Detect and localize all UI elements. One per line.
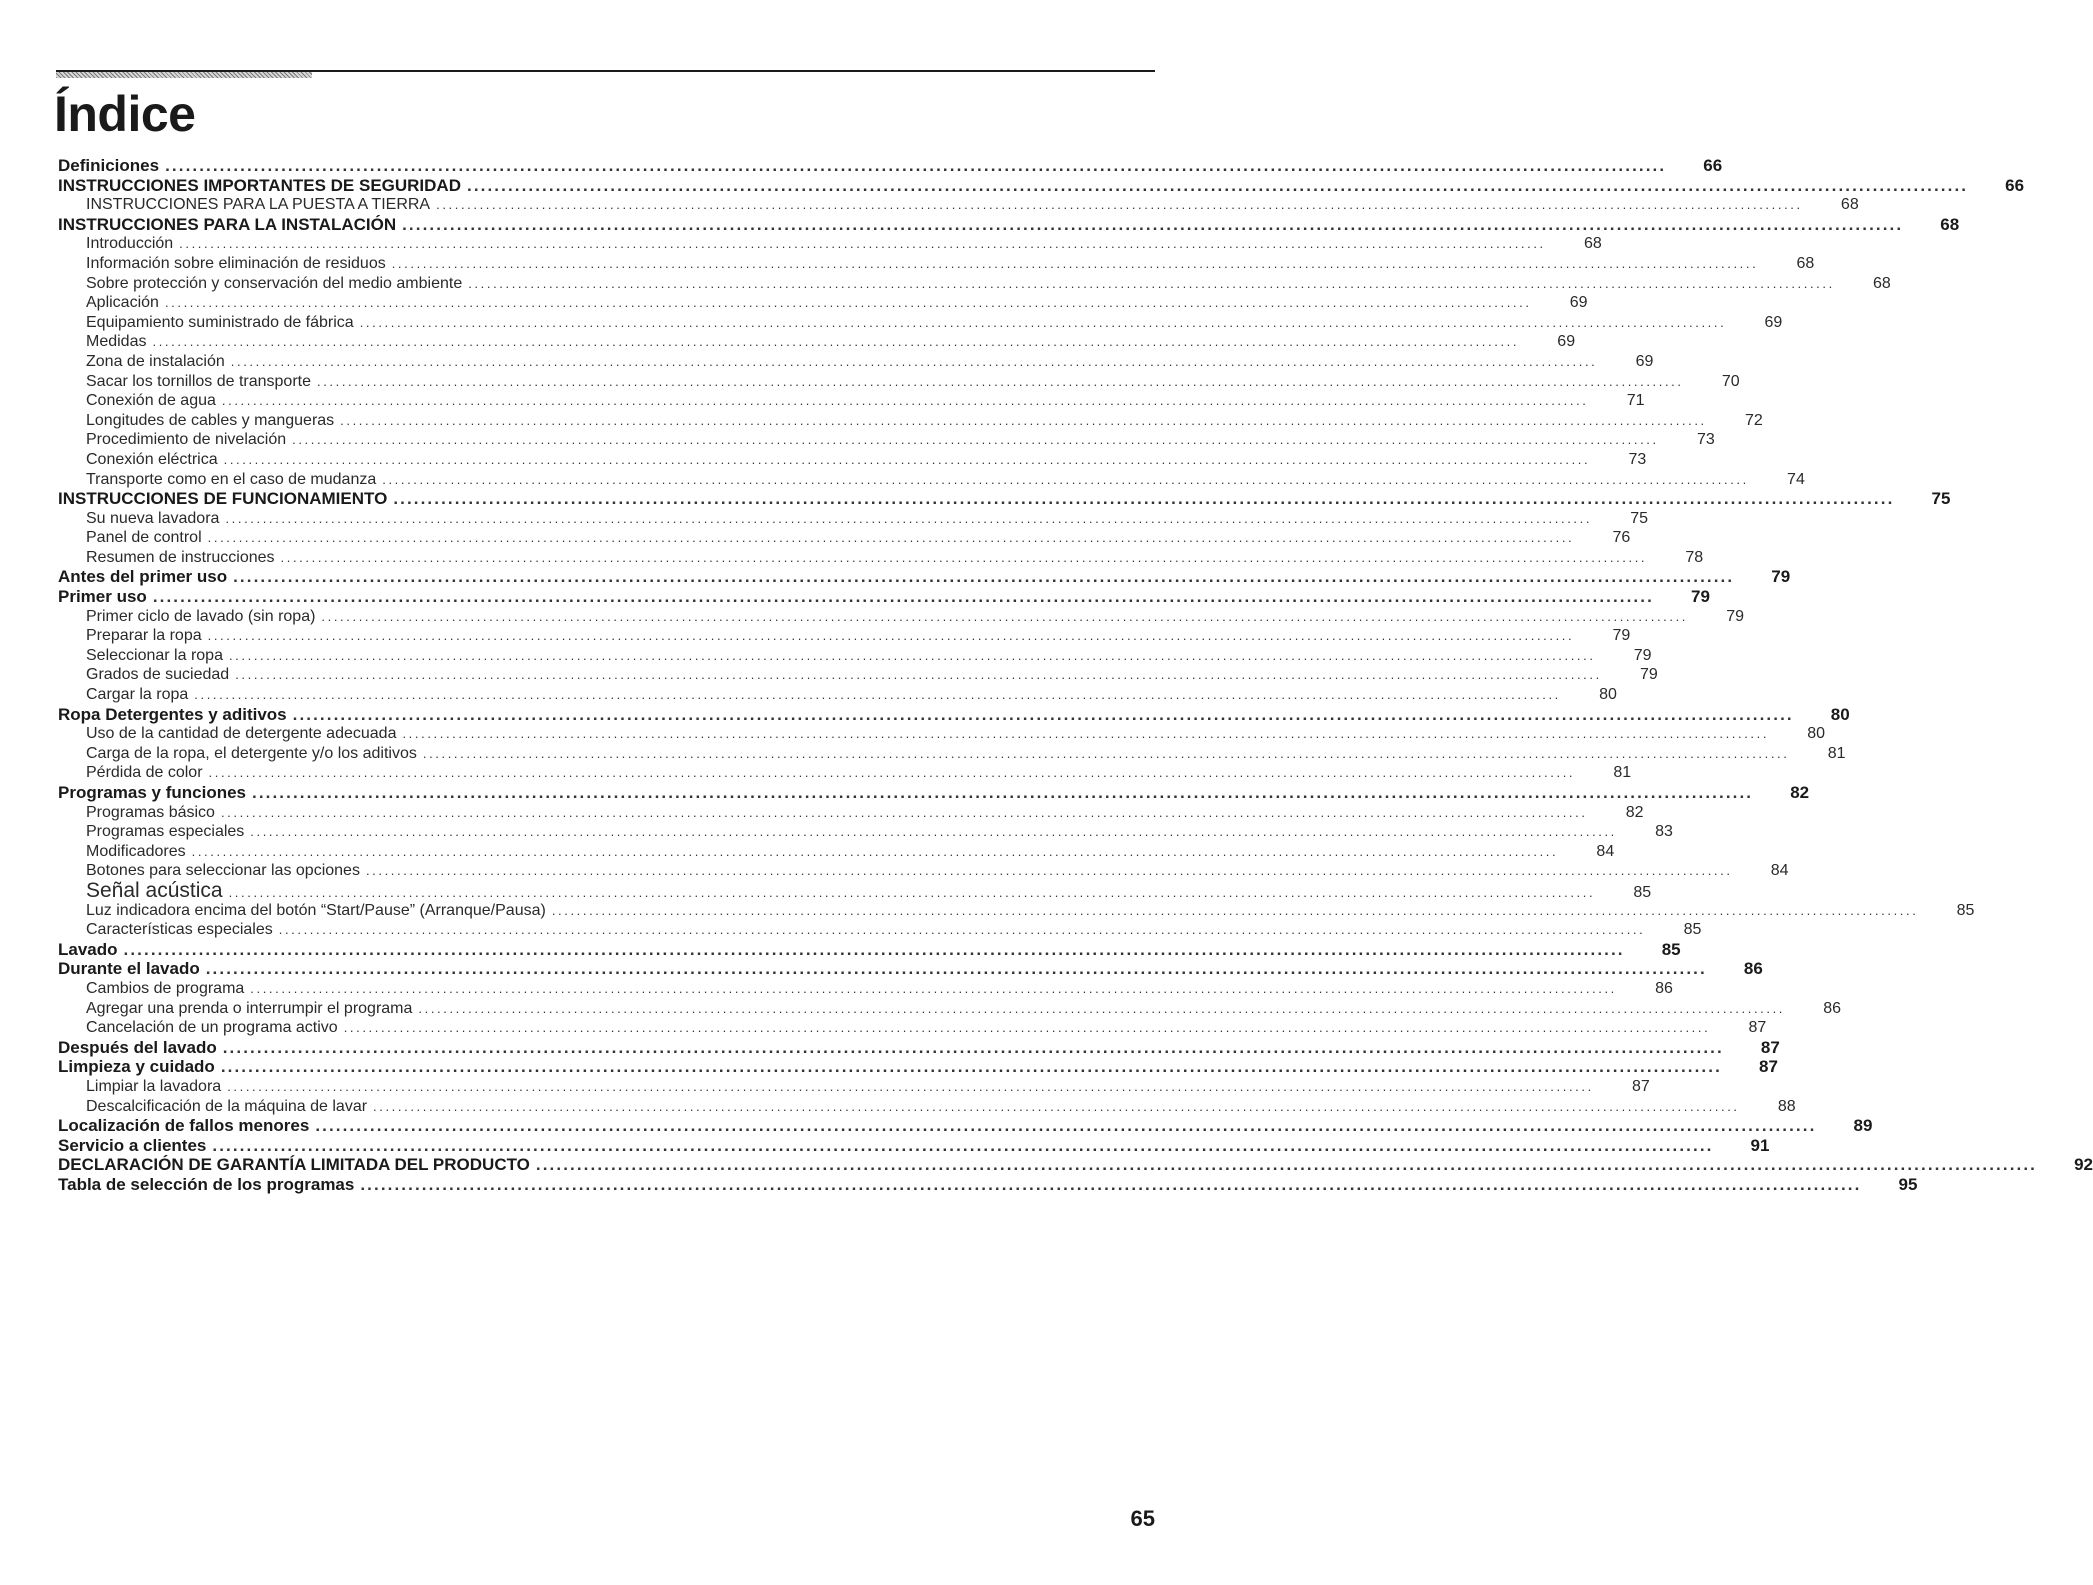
toc-entry-page: 92 [2074, 1155, 2093, 1175]
toc-entry-page: 73 [1628, 450, 1647, 468]
toc-entry-label: Cargar la ropa [86, 686, 189, 704]
page-number: 65 [1130, 1506, 1155, 1531]
toc-entry-page: 95 [1898, 1174, 1918, 1194]
dot-leader: ............................................................................................................................................................................................................................ [382, 471, 1749, 487]
toc-entry-main[interactable] [58, 156, 1723, 176]
toc-entry-page: 87 [1632, 1077, 1650, 1095]
toc-entry-page: 85 [1633, 883, 1652, 901]
toc-entry-page: 66 [1703, 156, 1723, 175]
toc-entry-sub[interactable] [58, 352, 1654, 372]
toc-entry-label: Antes del primer uso [58, 567, 228, 587]
dot-leader: ............................................................................................................................................................................................................................ [373, 1098, 1740, 1114]
toc-entry-page: 82 [1790, 783, 1810, 802]
toc-entry-label: Ropa Detergentes y aditivos [58, 704, 287, 724]
dot-leader: ............................................................................................................................................................................................................................ [220, 804, 1588, 820]
toc-entry-label: Programas especiales [86, 823, 245, 841]
toc-entry-page: 88 [1777, 1097, 1796, 1115]
toc-entry-page: 75 [1630, 509, 1649, 527]
dot-leader: ............................................................................................................................................................................................................................ [360, 1174, 1862, 1194]
toc-entry-sub[interactable] [58, 665, 1658, 685]
toc-entry-page: 66 [2005, 175, 2025, 195]
toc-entry-sub[interactable] [58, 528, 1631, 548]
toc-entry-sub[interactable] [58, 430, 1715, 450]
header-tab-decoration [56, 72, 312, 78]
dot-leader: ............................................................................................................................................................................................................................ [321, 608, 1689, 624]
toc-entry-sub[interactable] [58, 195, 1859, 215]
toc-entry-label: Transporte como en el caso de mudanza [86, 470, 377, 488]
toc-entry-sub[interactable] [58, 411, 1763, 431]
toc-entry-sub[interactable] [58, 234, 1602, 254]
toc-entry-page: 85 [1683, 921, 1702, 939]
toc-entry-label: Su nueva lavadora [86, 509, 220, 527]
toc-entry-page: 79 [1612, 627, 1631, 645]
toc-entry-page: 91 [1750, 1135, 1770, 1155]
dot-leader: ............................................................................................................................................................................................................................ [343, 1020, 1711, 1036]
toc-entry-label: Cancelación de un programa activo [86, 1019, 338, 1037]
toc-entry-label: DECLARACIÓN DE GARANTÍA LIMITADA DEL PRODUCTO [58, 1155, 530, 1175]
toc-entry-page: 68 [1873, 274, 1891, 292]
toc-entry-sub[interactable] [58, 920, 1702, 940]
toc-entry-sub[interactable] [58, 842, 1615, 862]
dot-leader: ............................................................................................................................................................................................................................ [365, 863, 1733, 879]
dot-leader: ............................................................................................................................................................................................................................ [235, 667, 1602, 683]
toc-entry-page: 81 [1613, 764, 1632, 782]
toc-entry-label: Limpiar la lavadora [86, 1077, 222, 1095]
dot-leader: ............................................................................................................................................................................................................................ [468, 275, 1835, 291]
toc-entry-page: 68 [1796, 254, 1815, 272]
toc-entry-page: 84 [1770, 862, 1789, 880]
toc-entry-label: Uso de la cantidad de detergente adecuada [86, 725, 397, 743]
toc-entry-page: 69 [1569, 294, 1588, 312]
toc-entry-sub[interactable] [58, 646, 1652, 666]
toc-entry-main[interactable] [58, 959, 1763, 979]
dot-leader: ............................................................................................................................................................................................................................ [208, 765, 1576, 781]
dot-leader: ............................................................................................................................................................................................................................ [535, 1155, 2037, 1175]
toc-entry-page: 82 [1625, 803, 1644, 821]
toc-entry-label: Tabla de selección de los programas [58, 1174, 355, 1194]
dot-leader: ............................................................................................................................................................................................................................ [164, 295, 1532, 311]
dot-leader: ............................................................................................................................................................................................................................ [402, 214, 1904, 234]
toc-entry-label: Localización de fallos menores [58, 1116, 310, 1136]
toc-entry-label: Carga de la ropa, el detergente y/o los aditivos [86, 744, 417, 762]
toc-entry-page: 69 [1764, 313, 1783, 331]
toc-entry-page: 68 [1840, 196, 1859, 214]
toc-entry-main[interactable] [58, 175, 2025, 196]
dot-leader: ............................................................................................................................................................................................................................ [207, 530, 1575, 546]
toc-entry-page: 86 [1743, 959, 1763, 979]
toc-entry-page: 69 [1635, 352, 1654, 370]
page-title: Índice [54, 86, 196, 142]
toc-entry-main[interactable] [58, 489, 1951, 509]
toc-entry-label: Durante el lavado [58, 959, 200, 979]
toc-entry-sub[interactable] [58, 372, 1740, 392]
toc-entry-page: 87 [1760, 1037, 1780, 1057]
dot-leader: ............................................................................................................................................................................................................................ [205, 959, 1707, 979]
toc-entry-sub[interactable] [58, 999, 1842, 1019]
dot-leader: ............................................................................................................................................................................................................................ [221, 393, 1589, 409]
dot-leader: ............................................................................................................................................................................................................................ [467, 175, 1969, 195]
toc-entry-label: Grados de suciedad [86, 666, 230, 684]
dot-leader: ............................................................................................................................................................................................................................ [317, 373, 1684, 389]
dot-leader: ............................................................................................................................................................................................................................ [152, 334, 1520, 350]
toc-entry-label: INSTRUCCIONES DE FUNCIONAMIENTO [58, 489, 388, 509]
toc-entry-label: Equipamiento suministrado de fábrica [86, 313, 354, 331]
toc-entry-page: 79 [1771, 567, 1791, 587]
toc-entry-page: 83 [1655, 823, 1673, 841]
toc-entry-sub[interactable] [58, 1077, 1650, 1097]
toc-entry-page: 75 [1931, 489, 1951, 509]
toc-entry-page: 80 [1830, 704, 1850, 724]
dot-leader: ............................................................................................................................................................................................................................ [228, 884, 1596, 900]
toc-entry-label: Botones para seleccionar las opciones [86, 862, 360, 880]
toc-entry-sub[interactable] [58, 470, 1805, 490]
toc-entry-sub[interactable] [58, 979, 1673, 999]
dot-leader: ............................................................................................................................................................................................................................ [418, 1000, 1786, 1016]
dot-leader: ............................................................................................................................................................................................................................ [250, 824, 1617, 840]
toc-entry-label: Aplicación [86, 294, 159, 312]
toc-entry-sub[interactable] [58, 1097, 1796, 1117]
toc-entry-sub[interactable] [58, 391, 1645, 411]
toc-entry-label: Lavado [58, 939, 118, 959]
toc-entry-label: Agregar una prenda o interrumpir el programa [86, 999, 413, 1017]
dot-leader: ............................................................................................................................................................................................................................ [233, 567, 1735, 587]
dot-leader: ............................................................................................................................................................................................................................ [222, 1037, 1724, 1057]
dot-leader: ............................................................................................................................................................................................................................ [280, 549, 1648, 565]
dot-leader: ............................................................................................................................................................................................................................ [402, 726, 1770, 742]
toc-entry-label: Servicio a clientes [58, 1135, 207, 1155]
toc-entry-label: Sacar los tornillos de transporte [86, 372, 311, 390]
dot-leader: ............................................................................................................................................................................................................................ [225, 510, 1593, 526]
toc-entry-page: 87 [1748, 1019, 1767, 1037]
table-of-contents [58, 156, 2093, 1194]
toc-entry-page: 79 [1640, 666, 1658, 684]
toc-entry-page: 71 [1626, 392, 1645, 410]
dot-leader: ............................................................................................................................................................................................................................ [278, 922, 1646, 938]
toc-entry-sub[interactable] [58, 803, 1644, 823]
toc-entry-main[interactable] [58, 1116, 1873, 1136]
dot-leader: ............................................................................................................................................................................................................................ [292, 432, 1659, 448]
dot-leader: ............................................................................................................................................................................................................................ [391, 255, 1759, 271]
toc-entry-sub[interactable] [58, 763, 1632, 783]
toc-entry-sub[interactable] [58, 313, 1783, 333]
toc-entry-sub[interactable] [58, 724, 1826, 744]
toc-entry-label: Modificadores [86, 842, 186, 860]
toc-entry-label: Introducción [86, 235, 174, 253]
toc-entry-page: 85 [1956, 901, 1975, 919]
toc-entry-sub[interactable] [58, 548, 1704, 568]
dot-leader: ............................................................................................................................................................................................................................ [252, 783, 1754, 802]
toc-entry-main[interactable] [58, 704, 1850, 725]
toc-entry-page: 79 [1726, 607, 1745, 625]
dot-leader: ............................................................................................................................................................................................................................ [123, 939, 1625, 959]
toc-entry-main[interactable] [58, 214, 1960, 235]
toc-entry-sub[interactable] [58, 1018, 1767, 1038]
dot-leader: ............................................................................................................................................................................................................................ [179, 236, 1546, 252]
dot-leader: ............................................................................................................................................................................................................................ [551, 902, 1919, 918]
dot-leader: ............................................................................................................................................................................................................................ [212, 1135, 1714, 1155]
toc-entry-sub[interactable] [58, 254, 1815, 274]
toc-entry-label: Seleccionar la ropa [86, 646, 223, 664]
toc-entry-sub[interactable] [58, 878, 1652, 902]
dot-leader: ............................................................................................................................................................................................................................ [191, 843, 1559, 859]
toc-entry-page: 78 [1685, 548, 1704, 566]
toc-entry-label: Señal acústica [86, 878, 223, 902]
toc-entry-label: Procedimiento de nivelación [86, 431, 287, 449]
toc-entry-page: 68 [1583, 235, 1602, 253]
dot-leader: ............................................................................................................................................................................................................................ [292, 704, 1794, 724]
dot-leader: ............................................................................................................................................................................................................................ [194, 687, 1561, 703]
dot-leader: ............................................................................................................................................................................................................................ [250, 980, 1617, 996]
dot-leader: ............................................................................................................................................................................................................................ [393, 489, 1895, 509]
dot-leader: ............................................................................................................................................................................................................................ [436, 197, 1803, 213]
dot-leader: ............................................................................................................................................................................................................................ [227, 1078, 1594, 1094]
toc-entry-label: Cambios de programa [86, 979, 245, 997]
toc-entry-page: 79 [1690, 587, 1710, 607]
dot-leader: ............................................................................................................................................................................................................................ [228, 647, 1596, 663]
dot-leader: ............................................................................................................................................................................................................................ [223, 451, 1591, 467]
toc-entry-main[interactable] [58, 783, 1810, 803]
dot-leader: ............................................................................................................................................................................................................................ [220, 1057, 1722, 1077]
toc-entry-label: Definiciones [58, 156, 160, 175]
toc-entry-page: 89 [1853, 1116, 1873, 1136]
toc-entry-label: Programas y funciones [58, 783, 247, 802]
toc-entry-page: 81 [1827, 744, 1846, 762]
toc-entry-main[interactable] [58, 1037, 1780, 1058]
toc-entry-page: 79 [1633, 646, 1652, 664]
toc-entry-page: 86 [1655, 979, 1673, 997]
toc-entry-main[interactable] [58, 939, 1681, 960]
toc-entry-label: INSTRUCCIONES PARA LA PUESTA A TIERRA [86, 196, 431, 214]
toc-entry-sub[interactable] [58, 274, 1891, 294]
dot-leader: ............................................................................................................................................................................................................................ [152, 587, 1654, 607]
toc-entry-label: Luz indicadora encima del botón “Start/Pause” (Arranque/Pausa) [86, 901, 546, 919]
dot-leader: ............................................................................................................................................................................................................................ [315, 1116, 1817, 1136]
toc-entry-label: Medidas [86, 333, 147, 351]
toc-entry-sub[interactable] [58, 332, 1576, 352]
toc-entry-main[interactable] [58, 1135, 1770, 1156]
toc-entry-label: Preparar la ropa [86, 627, 202, 645]
toc-entry-label: Descalcificación de la máquina de lavar [86, 1097, 368, 1115]
toc-entry-page: 69 [1557, 333, 1576, 351]
toc-entry-page: 76 [1612, 529, 1631, 547]
toc-entry-label: INSTRUCCIONES PARA LA INSTALACIÓN [58, 214, 397, 234]
toc-entry-label: Características especiales [86, 921, 273, 939]
toc-entry-main[interactable] [58, 1174, 1918, 1195]
toc-entry-page: 80 [1599, 686, 1617, 704]
toc-entry-label: Programas básico [86, 803, 215, 821]
toc-entry-label: Zona de instalación [86, 352, 225, 370]
toc-entry-main[interactable] [58, 1057, 1778, 1077]
toc-entry-label: Sobre protección y conservación del medio ambiente [86, 274, 463, 292]
toc-entry-page: 87 [1758, 1057, 1778, 1077]
toc-entry-page: 85 [1661, 939, 1681, 959]
toc-entry-main[interactable] [58, 587, 1710, 607]
toc-entry-label: Conexión de agua [86, 392, 216, 410]
toc-entry-label: Primer uso [58, 587, 147, 607]
toc-entry-sub[interactable] [58, 626, 1631, 646]
toc-entry-page: 70 [1721, 372, 1740, 390]
toc-entry-label: Resumen de instrucciones [86, 548, 275, 566]
dot-leader: ............................................................................................................................................................................................................................ [359, 314, 1727, 330]
toc-entry-label: Después del lavado [58, 1037, 217, 1057]
toc-entry-label: Primer ciclo de lavado (sin ropa) [86, 607, 316, 625]
toc-entry-sub[interactable] [58, 509, 1649, 529]
toc-entry-sub[interactable] [58, 685, 1617, 705]
toc-entry-sub[interactable] [58, 293, 1588, 313]
toc-entry-page: 72 [1744, 411, 1763, 429]
toc-entry-sub[interactable] [58, 822, 1673, 842]
toc-entry-label: Longitudes de cables y mangueras [86, 411, 335, 429]
toc-entry-label: INSTRUCCIONES IMPORTANTES DE SEGURIDAD [58, 175, 461, 195]
dot-leader: ............................................................................................................................................................................................................................ [230, 353, 1598, 369]
toc-entry-label: Pérdida de color [86, 764, 203, 782]
toc-entry-page: 86 [1823, 999, 1842, 1017]
dot-leader: ............................................................................................................................................................................................................................ [165, 156, 1667, 175]
dot-leader: ............................................................................................................................................................................................................................ [340, 412, 1707, 428]
toc-entry-sub[interactable] [58, 744, 1846, 764]
toc-entry-page: 84 [1596, 842, 1615, 860]
toc-entry-label: Información sobre eliminación de residuos [86, 254, 386, 272]
toc-entry-page: 73 [1696, 431, 1715, 449]
toc-entry-page: 74 [1787, 470, 1805, 488]
toc-entry-page: 68 [1940, 214, 1960, 234]
toc-entry-main[interactable] [58, 567, 1791, 587]
toc-entry-sub[interactable] [58, 607, 1745, 627]
toc-entry-label: Limpieza y cuidado [58, 1057, 215, 1077]
toc-entry-sub[interactable] [58, 901, 1975, 921]
toc-entry-main[interactable] [58, 1155, 2093, 1175]
toc-entry-page: 80 [1807, 725, 1826, 743]
toc-entry-sub[interactable] [58, 450, 1647, 470]
dot-leader: ............................................................................................................................................................................................................................ [422, 745, 1790, 761]
toc-entry-label: Conexión eléctrica [86, 450, 218, 468]
dot-leader: ............................................................................................................................................................................................................................ [207, 628, 1575, 644]
toc-entry-label: Panel de control [86, 529, 202, 547]
